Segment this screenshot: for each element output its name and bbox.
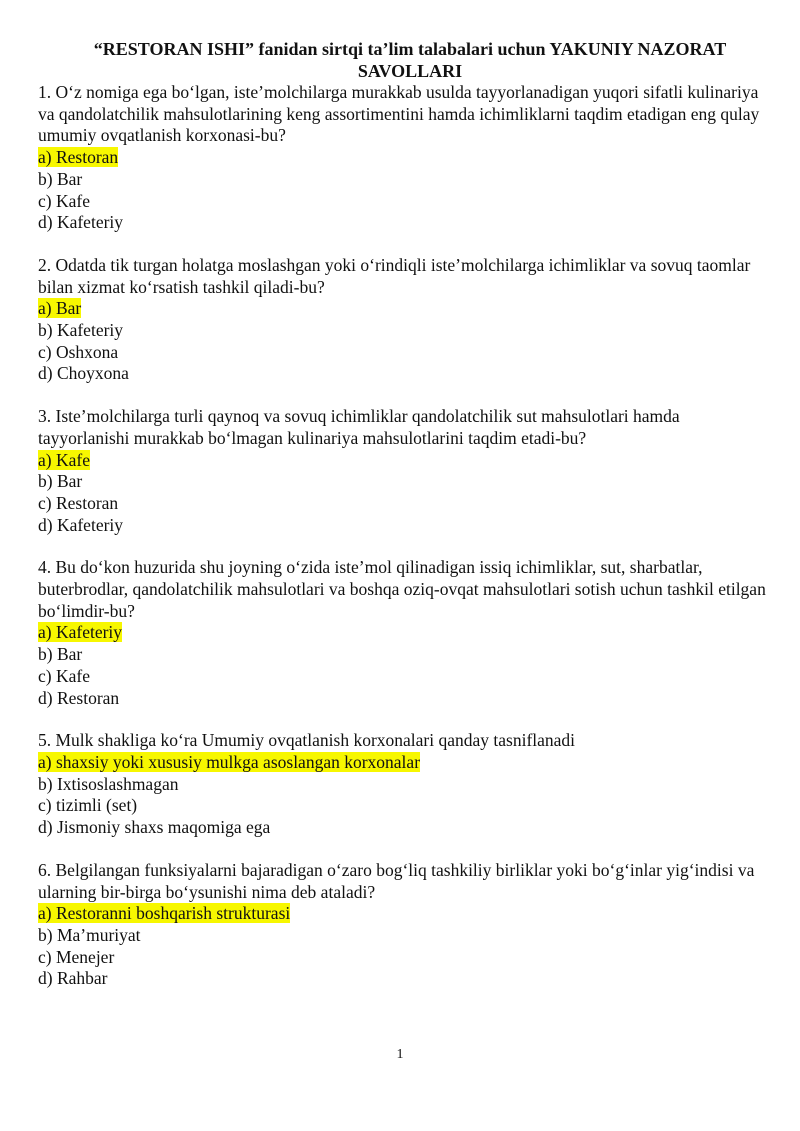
answer-option (38, 795, 774, 817)
answer-option-highlighted (38, 147, 774, 169)
question-text: 2. Odatda tik turgan holatga moslashgan yoki o‘rindiqli iste’molchilarga ichimliklar va sovuq taomlar bilan xizmat ko‘rsatish tashkil qiladi-bu? (38, 254, 751, 297)
answer-option (38, 169, 774, 191)
answer-option-text: d) Rahbar (38, 968, 108, 989)
answer-option (38, 666, 774, 688)
answer-option-text: b) Bar (38, 471, 83, 492)
answer-option-text: d) Restoran (38, 687, 120, 708)
answer-option-text: c) Menejer (38, 946, 115, 967)
answer-option-text: b) Bar (38, 644, 83, 665)
answer-option (38, 493, 774, 515)
answer-option-highlighted (38, 622, 774, 644)
answer-option (38, 774, 774, 796)
question-block (38, 255, 774, 385)
answer-option (38, 342, 774, 364)
answer-option-text: c) Restoran (38, 492, 119, 513)
answer-option-text: d) Kafeteriy (38, 212, 124, 233)
question-text: 6. Belgilangan funksiyalarni bajaradigan o‘zaro bog‘liq tashkiliy birliklar yoki bo‘g‘inlar yig‘indisi va ularning bir-birga bo‘ysunishi nima deb ataladi? (38, 859, 755, 902)
answer-option (38, 191, 774, 213)
answer-option-text: b) Ixtisoslashmagan (38, 773, 179, 794)
answer-option-text: d) Choyxona (38, 363, 129, 384)
answer-option-highlighted (38, 450, 774, 472)
answer-option-text: c) tizimli (set) (38, 795, 138, 816)
question-block (38, 557, 774, 709)
question-text: 4. Bu do‘kon huzurida shu joyning o‘zida iste’mol qilinadigan issiq ichimliklar, sut, sharbatlar, buterbrodlar, qandolatchilik mahsulotlari va boshqa oziq-ovqat mahsulotlari sotish uchun tashkil etilgan bo‘limdir-bu? (38, 557, 766, 621)
answer-option (38, 817, 774, 839)
document-title (60, 38, 760, 82)
answer-option (38, 688, 774, 710)
answer-option-text: b) Kafeteriy (38, 320, 124, 341)
answer-option-highlighted (38, 298, 774, 320)
answer-option-highlighted (38, 903, 774, 925)
answer-option (38, 363, 774, 385)
question-text: 5. Mulk shakliga ko‘ra Umumiy ovqatlanish korxonalari qanday tasniflanadi (38, 730, 576, 751)
answer-option-text: c) Kafe (38, 190, 90, 211)
answer-option-text: c) Kafe (38, 665, 90, 686)
answer-option (38, 515, 774, 537)
title-line-1: “RESTORAN ISHI” fanidan sirtqi ta’lim talabalari uchun YAKUNIY NAZORAT (93, 39, 727, 59)
question-block (38, 82, 774, 234)
answer-option-text: b) Ma’muriyat (38, 924, 141, 945)
question-text: 3. Iste’molchilarga turli qaynoq va sovuq ichimliklar qandolatchilik sut mahsulotlari hamda tayyorlanishi murakkab bo‘lmagan kulinariya mahsulotlarini taqdim etadi-bu? (38, 406, 680, 448)
answer-option (38, 947, 774, 969)
title-line-2: SAVOLLARI (357, 61, 463, 81)
answer-option (38, 471, 774, 493)
question-block (38, 860, 774, 990)
answer-option (38, 320, 774, 342)
question-text: 1. O‘z nomiga ega bo‘lgan, iste’molchilarga murakkab usulda tayyorlanadigan yuqori sifatli kulinariya va qandolatchilik mahsulotlarining keng assortimentini hamda ichimliklarni taqdim etadigan eng qulay umumiy ovqatlanish korxonasi-bu? (38, 82, 760, 146)
answer-option (38, 212, 774, 234)
answer-option-highlighted (38, 752, 774, 774)
answer-option-text: d) Kafeteriy (38, 514, 124, 535)
answer-option-text: a) Kafeteriy (38, 622, 123, 643)
answer-option (38, 925, 774, 947)
answer-option (38, 644, 774, 666)
answer-option-text: c) Oshxona (38, 341, 119, 362)
answer-option-text: d) Jismoniy shaxs maqomiga ega (38, 817, 271, 838)
answer-option-text: a) shaxsiy yoki xususiy mulkga asoslangan korxonalar (38, 751, 421, 772)
answer-option-text: a) Bar (38, 298, 82, 319)
answer-option-text: a) Restoranni boshqarish strukturasi (38, 903, 291, 924)
question-block (38, 406, 774, 536)
question-block (38, 730, 774, 839)
answer-option-text: b) Bar (38, 168, 83, 189)
answer-option (38, 968, 774, 990)
question-list (38, 82, 774, 1011)
answer-option-text: a) Restoran (38, 147, 119, 168)
answer-option-text: a) Kafe (38, 449, 90, 470)
page-number: 1 (396, 1047, 404, 1062)
